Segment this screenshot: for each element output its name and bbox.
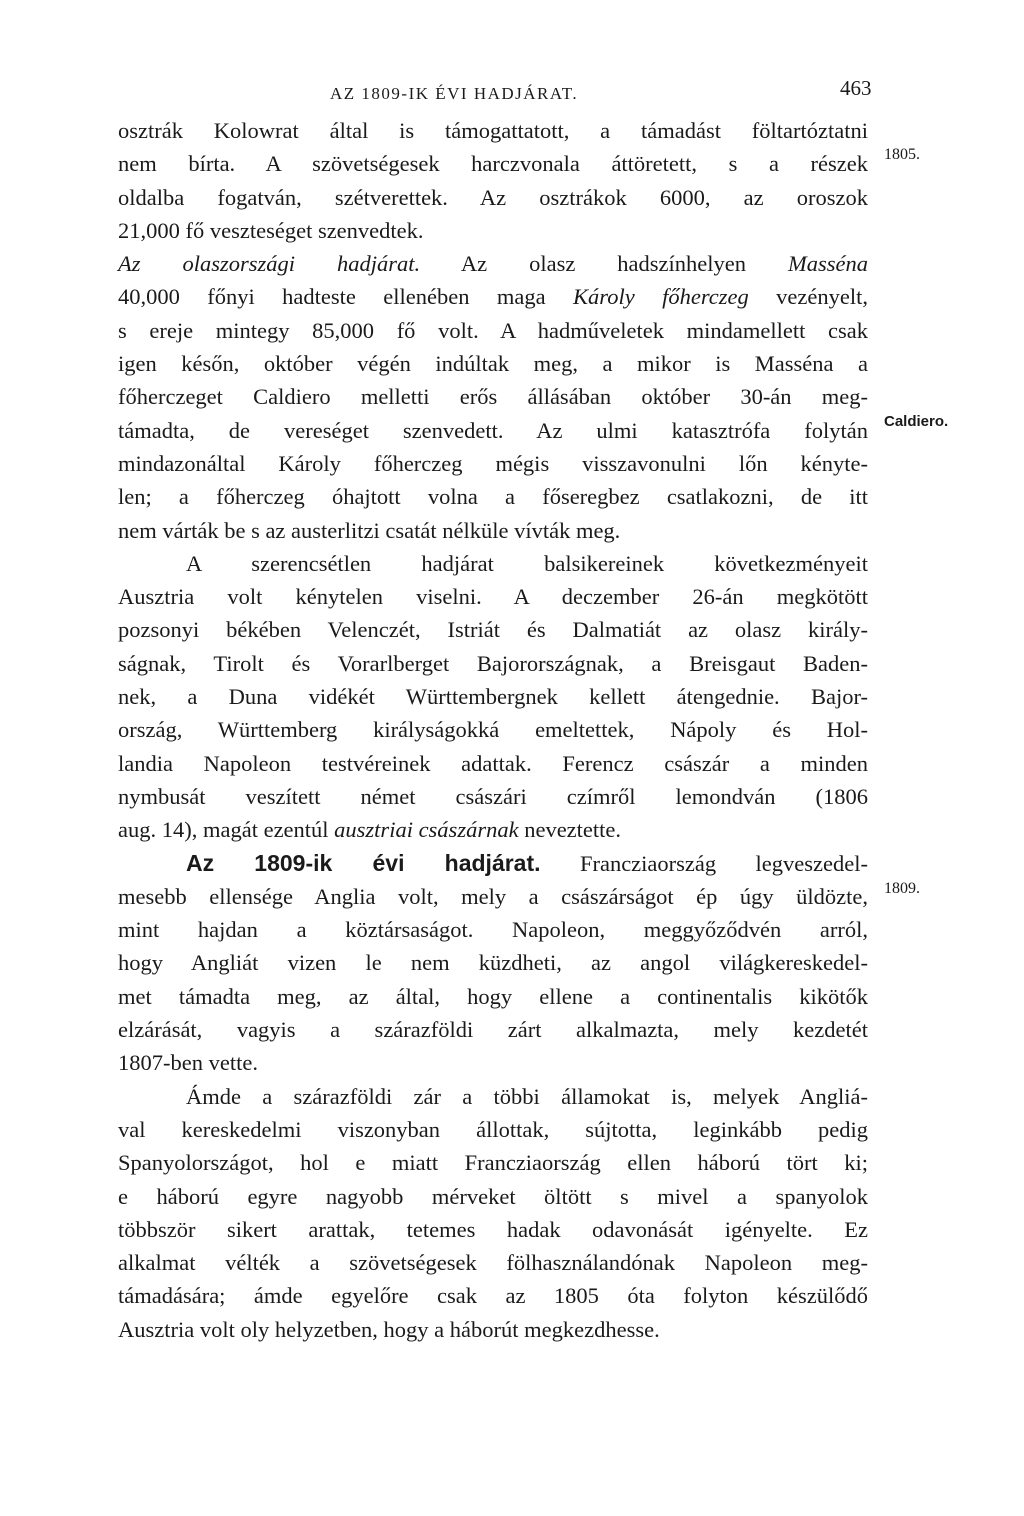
italic-name-karoly: Károly főherczeg: [573, 284, 749, 310]
text-segment: vezényelt,: [748, 284, 868, 310]
text-line: ságnak, Tirolt és Vorarlberget Bajorországnak, a Breisgaut Baden-: [118, 650, 868, 676]
text-line: [118, 813, 868, 846]
paragraph-start: A szerencsétlen hadjárat balsikereinek következményeit: [186, 550, 868, 576]
text-line: támadására; ámde egyelőre csak az 1805 óta folyton készülődő: [118, 1283, 868, 1309]
text-line: Ausztria volt oly helyzetben, hogy a háborút megkezdhesse.: [118, 1316, 660, 1342]
text-segment: 40,000 főnyi hadteste ellenében maga: [118, 284, 574, 310]
text-line: igen későn, október végén indúltak meg, a mikor is Masséna a: [118, 351, 868, 377]
margin-note-caldiero: Caldiero.: [884, 413, 949, 430]
text-line: hogy Angliát vizen le nem küzdheti, az angol világkereskedel-: [118, 950, 868, 976]
text-line: s ereje mintegy 85,000 fő volt. A hadműveletek mindamellett csak: [118, 317, 868, 343]
text-line: nem várták be s az austerlitzi csatát nélküle vívták meg.: [118, 517, 621, 543]
text-line: Ausztria volt kénytelen viselni. A deczember 26-án megkötött: [118, 584, 868, 610]
text-line: oldalba fogatván, szétverettek. Az osztrákok 6000, az oroszok: [118, 184, 868, 210]
text-line: mindazonáltal Károly főherczeg mégis visszavonulni lőn kényte-: [118, 450, 868, 476]
text-line: [118, 280, 868, 313]
text-line: len; a főherczeg óhajtott volna a főseregbez csatlakozni, de itt: [118, 484, 868, 510]
text-line: támadta, de vereséget szenvedett. Az ulmi katasztrófa folytán: [118, 417, 868, 443]
italic-title-emperor: ausztriai császárnak: [334, 817, 519, 843]
text-line: e háború egyre nagyobb mérveket öltött s mivel a spanyolok: [118, 1183, 868, 1209]
text-line: főherczeget Caldiero melletti erős állásában október 30-án meg-: [118, 384, 868, 410]
text-line: nem bírta. A szövetségesek harczvonala áttöretett, s a részek: [118, 151, 868, 177]
text-line: mint hajdan a köztársaságot. Napoleon, meggyőződvén arról,: [118, 917, 868, 943]
subsection-heading-italy: Az olaszországi hadjárat.: [118, 251, 421, 277]
text-line: 21,000 fő veszteséget szenvedtek.: [118, 217, 424, 243]
text-line: pozsonyi békében Velenczét, Istriát és Dalmatiát az olasz király-: [118, 617, 868, 643]
text-segment: Az olasz hadszínhelyen: [420, 251, 788, 277]
margin-note-1809: 1809.: [884, 880, 920, 897]
text-segment: neveztette.: [518, 817, 622, 843]
section-line-italy: [118, 247, 868, 280]
text-line: met támadta meg, az által, hogy ellene a continentalis kikötők: [118, 983, 868, 1009]
section-heading-1809: Az 1809-ik évi hadjárat.: [186, 849, 541, 876]
text-line: nek, a Duna vidékét Württembergnek kellett átengednie. Bajor-: [118, 684, 868, 710]
text-line: landia Napoleon testvéreinek adattak. Ferencz császár a minden: [118, 750, 868, 776]
section-line-1809: [118, 847, 868, 880]
text-segment: aug. 14), magát ezentúl: [118, 817, 335, 843]
text-line: nymbusát veszített német császári czímről lemondván (1806: [118, 783, 868, 809]
text-line: többször sikert arattak, tetemes hadak odavonását igényelte. Ez: [118, 1216, 868, 1242]
italic-name-massena: Masséna: [788, 251, 868, 277]
text-line: 1807-ben vette.: [118, 1050, 258, 1076]
text-segment: Francziaország legveszedel-: [540, 850, 868, 876]
text-line: val kereskedelmi viszonyban állottak, sújtotta, leginkább pedig: [118, 1116, 868, 1142]
text-line: osztrák Kolowrat által is támogattatott, a támadást föltartóztatni: [118, 118, 868, 143]
text-line: mesebb ellensége Anglia volt, mely a császárságot ép úgy üldözte,: [118, 883, 868, 909]
running-title: AZ 1809-IK ÉVI HADJÁRAT.: [330, 84, 579, 103]
text-line: elzárását, vagyis a szárazföldi zárt alkalmazta, mely kezdetét: [118, 1017, 868, 1043]
page-number: 463: [840, 76, 872, 100]
text-line: alkalmat vélték a szövetségesek fölhasználandónak Napoleon meg-: [118, 1250, 868, 1276]
text-line: Spanyolországot, hol e miatt Francziaország ellen háború tört ki;: [118, 1150, 868, 1176]
paragraph-start: Ámde a szárazföldi zár a többi államokat is, melyek Angliá-: [186, 1083, 868, 1109]
margin-note-1805: 1805.: [884, 146, 920, 163]
text-line: ország, Württemberg királyságokká emeltettek, Nápoly és Hol-: [118, 717, 868, 743]
body-text: [118, 114, 868, 1346]
